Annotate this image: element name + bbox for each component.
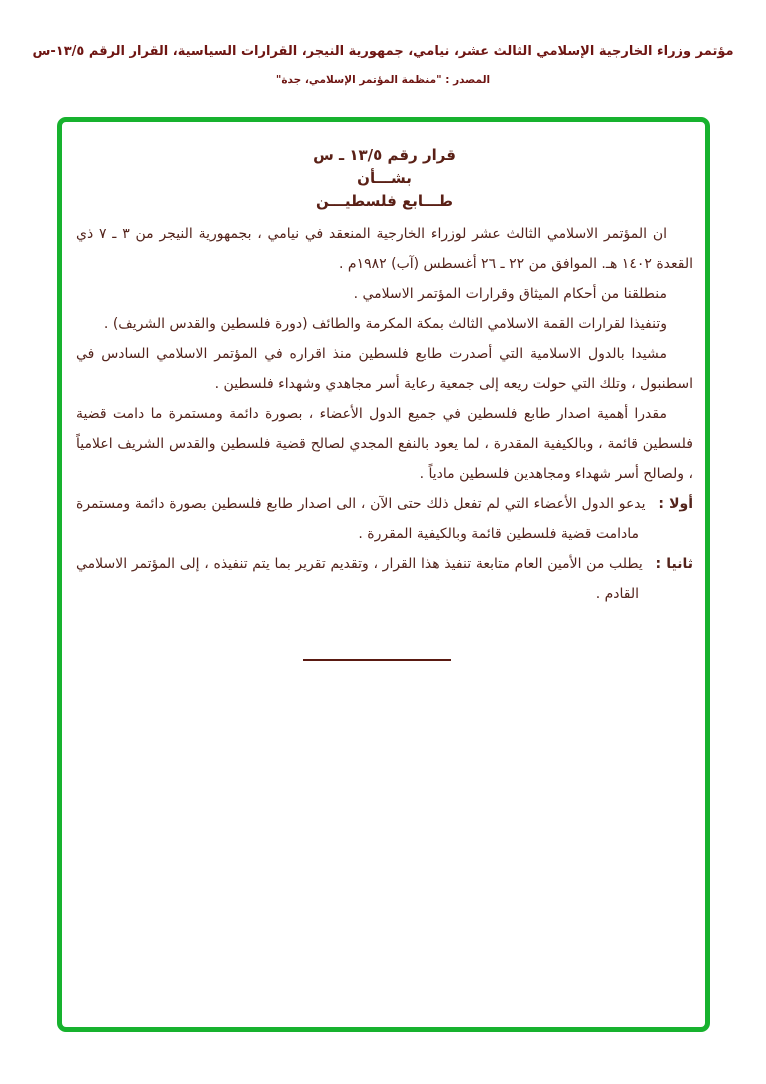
paragraph-summit: وتنفيذا لقرارات القمة الاسلامي الثالث بمكة المكرمة والطائف (دورة فلسطين والقدس الشريف) . <box>103 316 667 332</box>
clause-second-label: ثانيا : <box>655 556 694 572</box>
end-divider-line <box>303 659 451 661</box>
page-header <box>0 44 766 86</box>
clause-first-text: يدعو الدول الأعضاء التي لم تفعل ذلك حتى الآن ، الى اصدار طابع فلسطين بصورة دائمة ومستمرة مادامت قضية فلسطين قائمة وبالكيفية المقررة . <box>76 496 646 542</box>
resolution-number-line: قرار رقم ١٣/٥ ـ س <box>313 146 456 164</box>
clause-first-label: أولا : <box>658 496 694 512</box>
paragraph-preamble: ان المؤتمر الاسلامي الثالث عشر لوزراء الخارجية المنعقد في نيامي ، بجمهورية النيجر من ٣ ـ ٧ ذي القعدة ١٤٠٢ هـ. الموافق من ٢٢ ـ ٢٦ أغسطس (آب) ١٩٨٢م . <box>76 226 693 272</box>
header-publisher-line: المصدر : "منظمة المؤتمر الإسلامي، جدة" <box>275 74 491 86</box>
resolution-subject-line: طـــابع فلسطيـــن <box>315 192 454 210</box>
resolution-title <box>76 144 693 213</box>
paragraph-commending: مشيدا بالدول الاسلامية التي أصدرت طابع فلسطين منذ اقراره في المؤتمر الاسلامي السادس في اسطنبول ، وتلك التي حولت ريعه إلى جمعية رعاية أسر مجاهدي وشهداء فلسطين . <box>76 346 693 392</box>
paragraph-appreciating: مقدرا أهمية اصدار طابع فلسطين في جميع الدول الأعضاء ، بصورة دائمة ومستمرة ما دامت قضية فلسطين قائمة ، وبالكيفية المقدرة ، لما يعود بالنفع المجدي لصالح قضية فلسطين والقدس الشريف اعلامياً ، ولصالح أسر شهداء ومجاهدين فلسطين مادياً . <box>76 406 693 482</box>
header-source-line: مؤتمر وزراء الخارجية الإسلامي الثالث عشر، نيامي، جمهورية النيجر، القرارات السياسية، القرار الرقم ١٣/٥-س <box>32 44 734 59</box>
clause-second-text: يطلب من الأمين العام متابعة تنفيذ هذا القرار ، وتقديم تقرير بما يتم تنفيذه ، إلى المؤتمر الاسلامي القادم . <box>76 556 643 602</box>
scanned-document-frame <box>57 117 710 1032</box>
clause-first <box>76 489 693 549</box>
clause-second <box>76 549 693 609</box>
document-body <box>62 122 705 1027</box>
resolution-regarding-line: بشـــأن <box>357 169 412 187</box>
paragraph-charter: منطلقنا من أحكام الميثاق وقرارات المؤتمر الاسلامي . <box>353 286 667 302</box>
